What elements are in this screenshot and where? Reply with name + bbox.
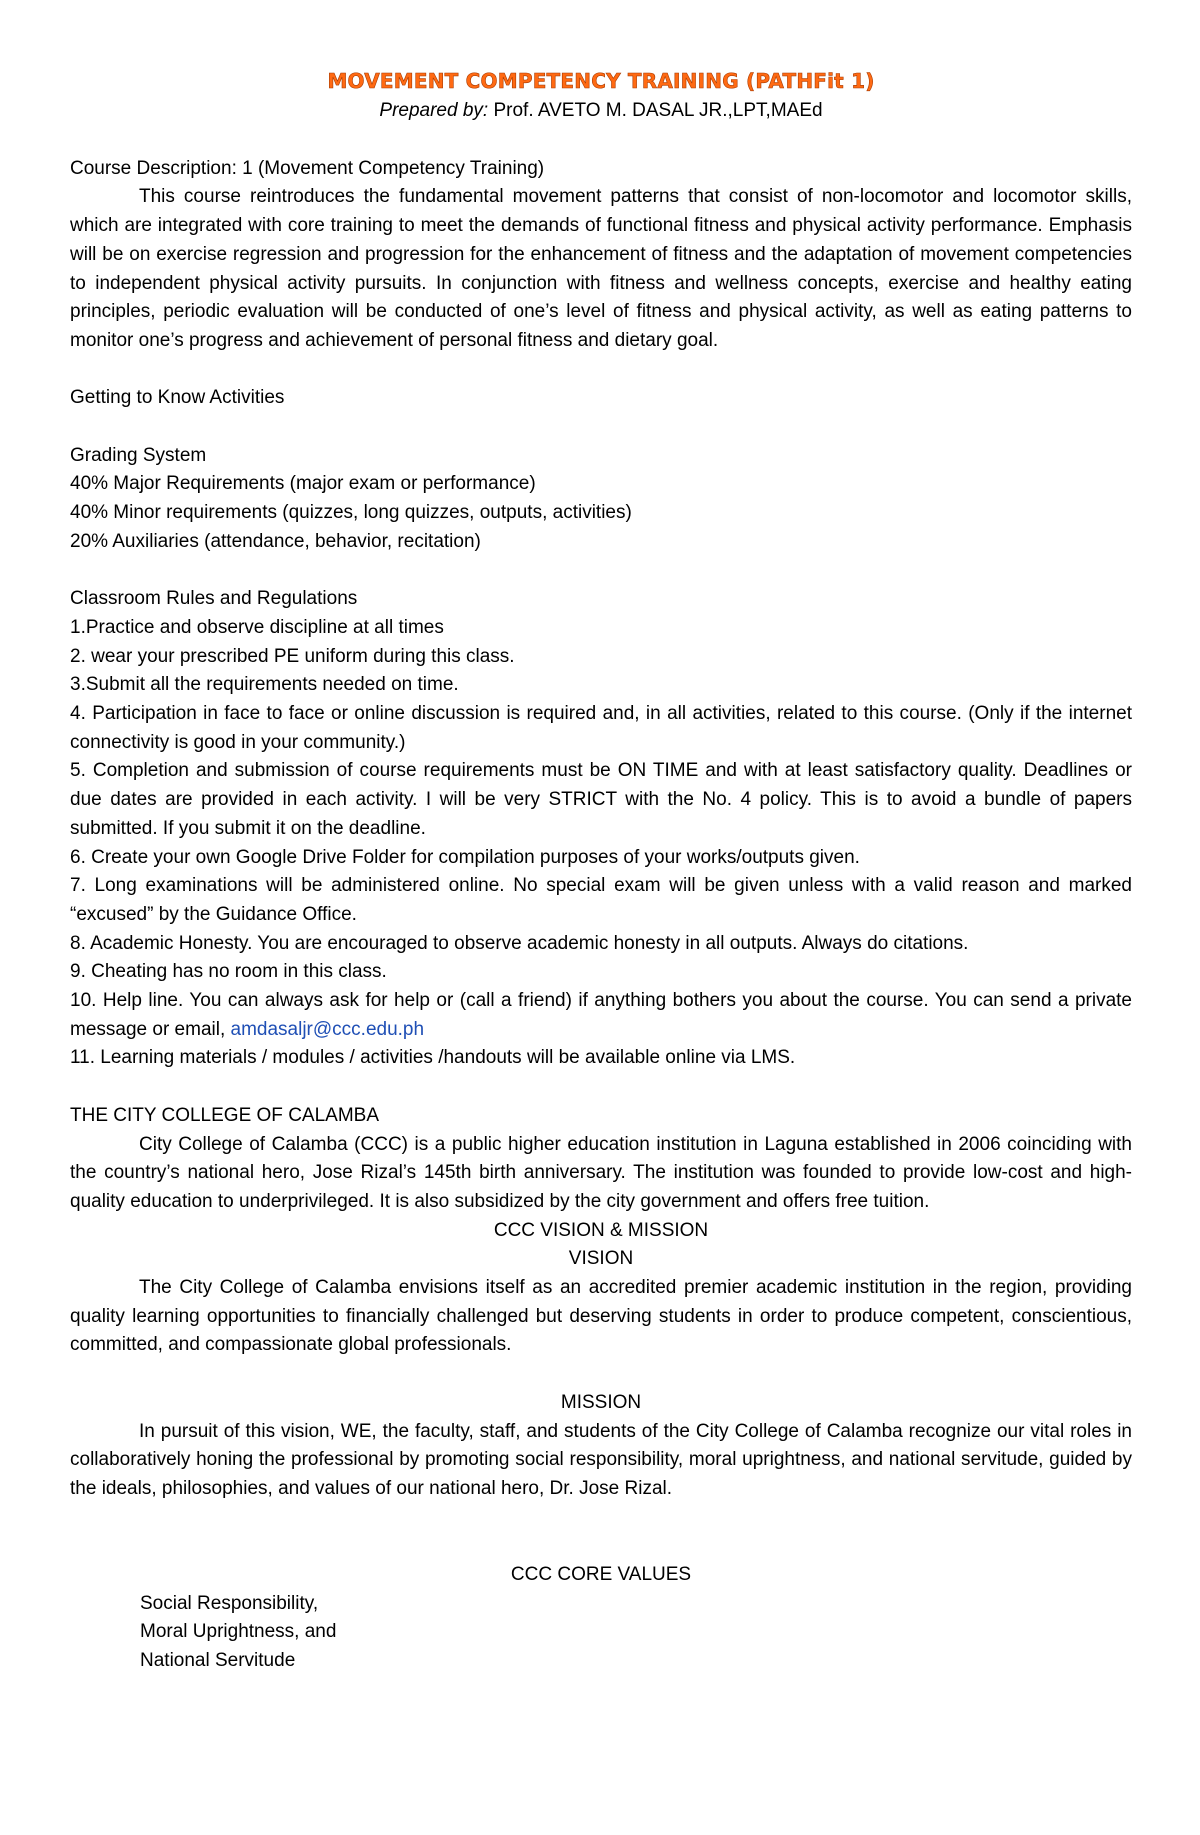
core-value-item: Moral Uprightness, and bbox=[140, 1621, 337, 1643]
grading-item: 40% Major Requirements (major exam or performance) bbox=[70, 473, 536, 495]
contact-email-link[interactable]: amdasaljr@ccc.edu.ph bbox=[230, 1018, 425, 1040]
document-title: MOVEMENT COMPETENCY TRAINING (PATHFit 1) bbox=[327, 69, 875, 93]
mission-heading: MISSION bbox=[560, 1391, 642, 1413]
vision-text: The City College of Calamba envisions itself as an accredited premier academic institution in the region, providing quality learning opportunities to financially challenged but deserving students in order to produce competent, conscientious, committed, and compassionate global professionals. bbox=[70, 1277, 1132, 1356]
course-description-heading: Course Description: 1 (Movement Competency Training) bbox=[70, 157, 545, 179]
college-heading: THE CITY COLLEGE OF CALAMBA bbox=[70, 1104, 380, 1126]
core-values-heading: CCC CORE VALUES bbox=[510, 1564, 692, 1586]
vision-heading: VISION bbox=[568, 1248, 634, 1270]
rule-item: 11. Learning materials / modules / activities /handouts will be available online via LMS. bbox=[70, 1047, 796, 1069]
grading-system-heading: Grading System bbox=[70, 444, 207, 466]
core-value-item: Social Responsibility, bbox=[140, 1592, 319, 1614]
rule-item: 1.Practice and observe discipline at all times bbox=[70, 616, 444, 638]
college-description: City College of Calamba (CCC) is a public higher education institution in Laguna established in 2006 coinciding with the country’s national hero, Jose Rizal’s 145th birth anniversary. The institution was founded to provide low-cost and high-quality education to underprivileged. It is also subsidized by the city government and offers free tuition. bbox=[70, 1133, 1132, 1212]
vision-mission-heading: CCC VISION & MISSION bbox=[493, 1219, 709, 1241]
grading-item: 20% Auxiliaries (attendance, behavior, recitation) bbox=[70, 530, 481, 552]
prepared-by-label: Prepared by: bbox=[379, 100, 489, 121]
getting-to-know-heading: Getting to Know Activities bbox=[70, 387, 285, 409]
rule-item: 5. Completion and submission of course requirements must be ON TIME and with at least satisfactory quality. Deadlines or due dates are provided in each activity. I will be very STRICT with the No. 4 policy. This is to avoid a bundle of papers submitted. If you submit it on the deadline. bbox=[70, 760, 1132, 839]
rule-item: 7. Long examinations will be administered online. No special exam will be given unless with a valid reason and marked “excused” by the Guidance Office. bbox=[70, 875, 1132, 925]
rule-item: 2. wear your prescribed PE uniform during this class. bbox=[70, 645, 515, 667]
author-name: Prof. AVETO M. DASAL JR.,LPT,MAEd bbox=[488, 100, 823, 121]
rule-item: 8. Academic Honesty. You are encouraged to observe academic honesty in all outputs. Always do citations. bbox=[70, 932, 969, 954]
core-values-list bbox=[70, 1590, 1132, 1676]
core-value-item: National Servitude bbox=[140, 1650, 296, 1672]
help-line-text: 10. Help line. You can always ask for help or (call a friend) if anything bothers you about the course. You can send a private message or email, bbox=[70, 990, 1132, 1040]
rule-item-help-line bbox=[70, 987, 1132, 1044]
prepared-by-line bbox=[70, 96, 1132, 126]
rule-item: 6. Create your own Google Drive Folder for compilation purposes of your works/outputs given. bbox=[70, 846, 860, 868]
rule-item: 9. Cheating has no room in this class. bbox=[70, 961, 387, 983]
rule-item: 4. Participation in face to face or online discussion is required and, in all activities, related to this course. (Only if the internet connectivity is good in your community.) bbox=[70, 703, 1132, 753]
classroom-rules-heading: Classroom Rules and Regulations bbox=[70, 588, 358, 610]
course-description-text: This course reintroduces the fundamental movement patterns that consist of non-locomotor and locomotor skills, which are integrated with core training to meet the demands of functional fitness and physical activity performance. Emphasis will be on exercise regression and progression for the enhancement of fitness and the adaptation of movement competencies to independent physical activity pursuits. In conjunction with fitness and wellness concepts, exercise and healthy eating principles, periodic evaluation will be conducted of one’s level of fitness and physical activity, as well as eating patterns to monitor one’s progress and achievement of personal fitness and dietary goal. bbox=[70, 186, 1132, 351]
rule-item: 3.Submit all the requirements needed on time. bbox=[70, 674, 459, 696]
grading-item: 40% Minor requirements (quizzes, long quizzes, outputs, activities) bbox=[70, 502, 632, 524]
mission-text: In pursuit of this vision, WE, the faculty, staff, and students of the City College of Calamba recognize our vital roles in collaboratively honing the professional by promoting social responsibility, moral uprightness, and national servitude, guided by the ideals, philosophies, and values of our national hero, Dr. Jose Rizal. bbox=[70, 1420, 1132, 1499]
